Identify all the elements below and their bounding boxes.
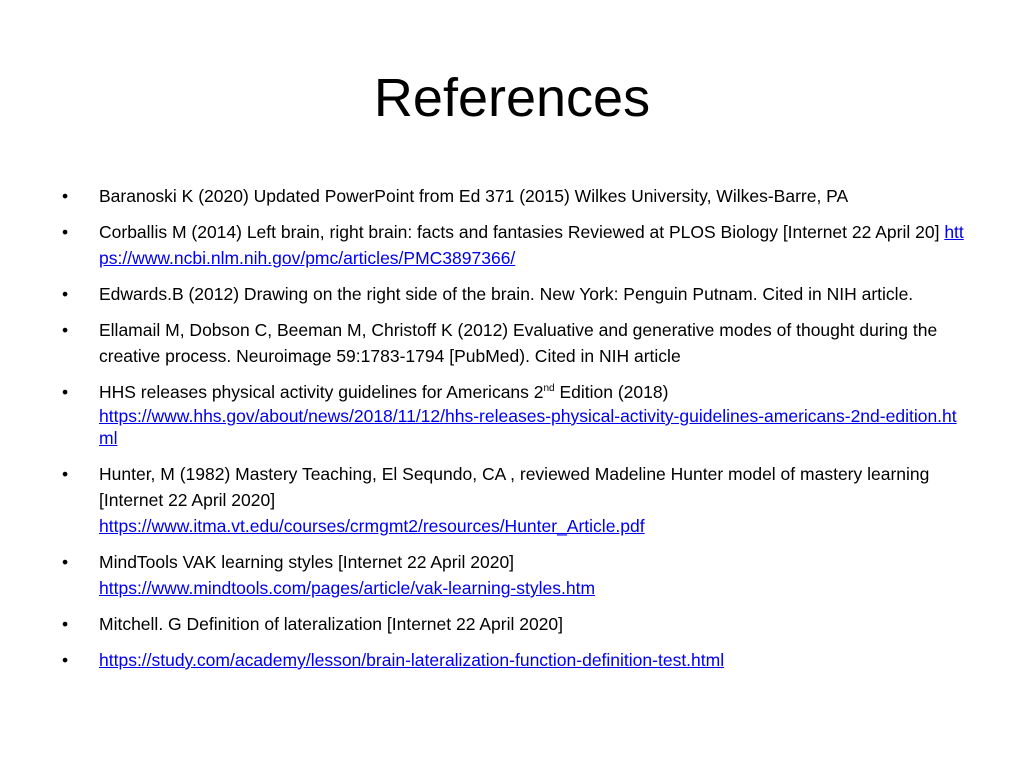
reference-text: Hunter, M (1982) Mastery Teaching, El Sequndo, CA , reviewed Madeline Hunter model of mastery learning [Internet 22 April 2020] bbox=[99, 464, 930, 510]
bullet-icon: • bbox=[62, 320, 69, 340]
bullet-icon: • bbox=[62, 284, 69, 304]
reference-item-corballis bbox=[62, 219, 967, 271]
reference-text: Mitchell. G Definition of lateralization [Internet 22 April 2020] bbox=[99, 614, 563, 634]
bullet-icon: • bbox=[62, 614, 69, 634]
reference-link[interactable]: https://www.mindtools.com/pages/article/vak-learning-styles.htm bbox=[99, 578, 596, 598]
reference-item-ellamail bbox=[62, 317, 967, 369]
reference-text: Corballis M (2014) Left brain, right brain: facts and fantasies Reviewed at PLOS Biology [Internet 22 April 20] bbox=[99, 222, 945, 242]
bullet-icon: • bbox=[62, 552, 69, 572]
bullet-icon: • bbox=[62, 222, 69, 242]
bullet-icon: • bbox=[62, 382, 69, 402]
reference-link[interactable]: https://www.hhs.gov/about/news/2018/11/12/hhs-releases-physical-activity-guidelines-americans-2nd-edition.html bbox=[99, 406, 957, 448]
reference-text: MindTools VAK learning styles [Internet 22 April 2020] bbox=[99, 552, 515, 572]
ordinal-suffix: nd bbox=[543, 383, 555, 395]
reference-item-mitchell bbox=[62, 611, 967, 637]
reference-link[interactable]: https://www.ncbi.nlm.nih.gov/pmc/articles/PMC3897366/ bbox=[99, 222, 964, 268]
bullet-icon: • bbox=[62, 186, 69, 206]
reference-text: Ellamail M, Dobson C, Beeman M, Christoff K (2012) Evaluative and generative modes of thought during the creative process. Neuroimage 59:1783-1794 [PubMed). Cited in NIH article bbox=[99, 320, 938, 366]
bullet-icon: • bbox=[62, 650, 69, 670]
reference-item-hunter bbox=[62, 461, 967, 539]
reference-link[interactable]: https://study.com/academy/lesson/brain-lateralization-function-definition-test.html bbox=[99, 650, 725, 670]
reference-text: Baranoski K (2020) Updated PowerPoint from Ed 371 (2015) Wilkes University, Wilkes-Barre, PA bbox=[99, 186, 849, 206]
reference-text: HHS releases physical activity guidelines for Americans 2 bbox=[99, 382, 544, 402]
reference-list bbox=[62, 183, 967, 673]
reference-item-study-link bbox=[62, 647, 967, 673]
reference-item-mindtools bbox=[62, 549, 967, 601]
reference-item-hhs bbox=[62, 379, 967, 449]
reference-link[interactable]: https://www.itma.vt.edu/courses/crmgmt2/resources/Hunter_Article.pdf bbox=[99, 516, 645, 536]
slide-title: References bbox=[373, 68, 651, 128]
reference-text: Edwards.B (2012) Drawing on the right side of the brain. New York: Penguin Putnam. Cited in NIH article. bbox=[99, 284, 914, 304]
reference-item-baranoski bbox=[62, 183, 967, 209]
bullet-icon: • bbox=[62, 464, 69, 484]
reference-text-after: Edition (2018) bbox=[554, 382, 669, 402]
reference-item-edwards bbox=[62, 281, 967, 307]
